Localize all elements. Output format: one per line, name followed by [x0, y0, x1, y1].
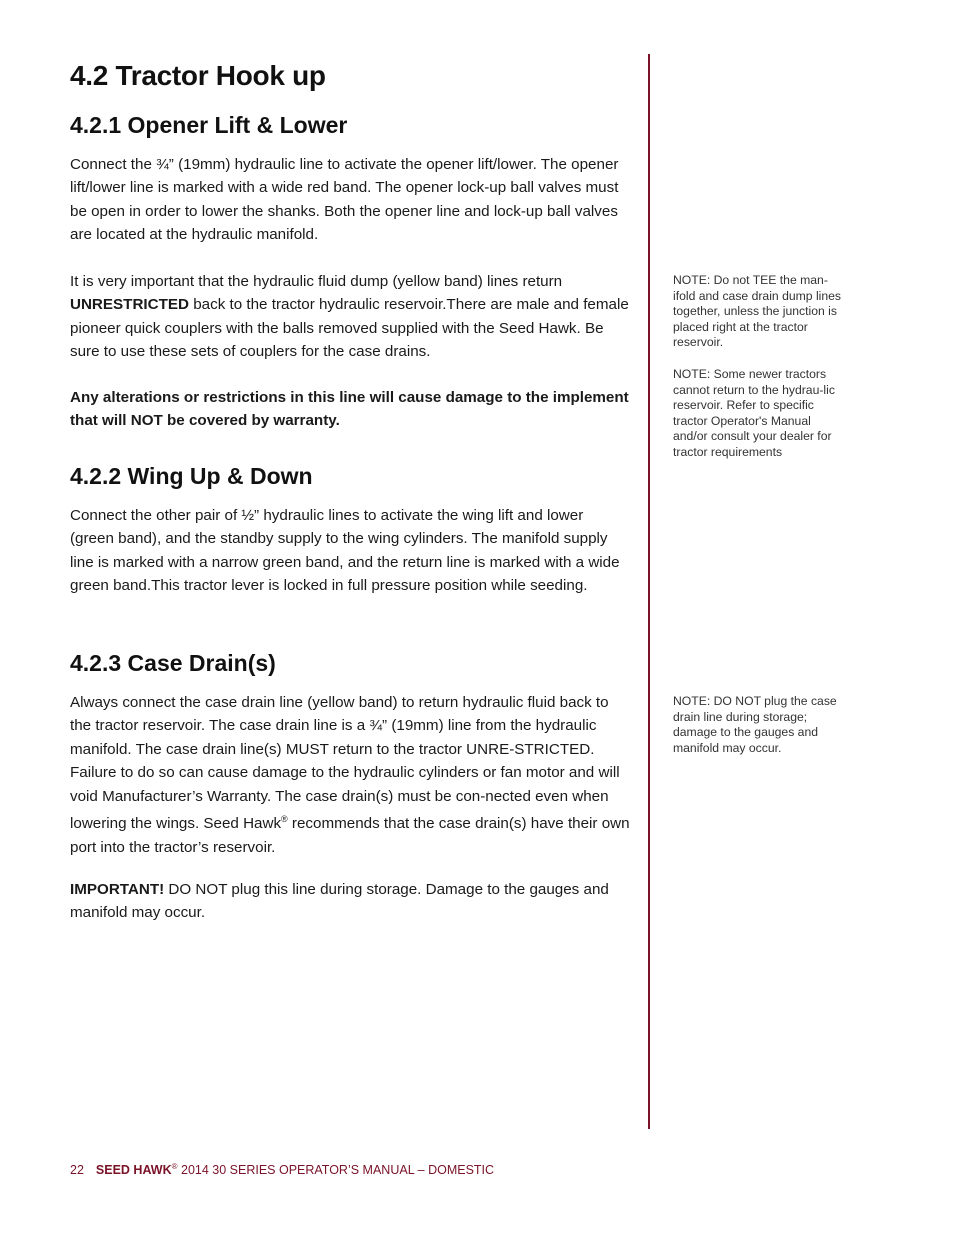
page-footer: 22 SEED HAWK® 2014 30 SERIES OPERATOR’S MANUAL – DOMESTIC [70, 1162, 495, 1178]
subsection-title-wing: 4.2.2 Wing Up & Down [70, 463, 313, 489]
subsection-title-opener: 4.2.1 Opener Lift & Lower [70, 112, 348, 138]
page-number: 22 [70, 1163, 84, 1178]
section-title: 4.2 Tractor Hook up [70, 60, 326, 91]
opener-paragraph-2: It is very important that the hydraulic fluid dump (yellow band) lines return UNRESTRICTED back to the tractor hydraulic reservoir.There are male and female pioneer quick couplers with the balls removed supplied with the Seed Hawk. Be sure to use these sets of couplers for the case drains. [70, 273, 629, 361]
side-note-tee: NOTE: Do not TEE the man-ifold and case drain dump lines together, unless the junction is placed right at the tractor reservoir. [673, 273, 842, 350]
footer-manual-title: 2014 30 SERIES OPERATOR’S MANUAL – DOMESTIC [177, 1163, 495, 1178]
side-note-newer-tractors: NOTE: Some newer tractors cannot return to the hydrau-lic reservoir. Refer to specific tractor Operator's Manual and/or consult your dealer for tractor requirements [673, 367, 835, 459]
opener-paragraph-1: Connect the ¾” (19mm) hydraulic line to activate the opener lift/lower. The opener lift/lower line is marked with a wide red band. The opener lock-up ball valves must be open in order to lower the shanks. Both the opener line and lock-up ball valves are located at the hydraulic manifold. [70, 156, 619, 244]
case-drain-paragraph: Always connect the case drain line (yellow band) to return hydraulic fluid back to the tractor reservoir. The case drain line is a ¾” (19mm) line from the hydraulic manifold. The case drain line(s) MUST return to the tractor UNRE-STRICTED. Failure to do so can cause damage to the hydraulic cylinders or fan motor and will void Manufacturer’s Warranty. The case drain(s) must be con-nected even when lowering the wings. Seed Hawk® recommends that the case drain(s) have their own port into the tractor’s reservoir. [70, 694, 630, 856]
subsection-title-case-drain: 4.2.3 Case Drain(s) [70, 650, 276, 676]
important-note: IMPORTANT! DO NOT plug this line during storage. Damage to the gauges and manifold may occur. [70, 881, 609, 922]
important-label: IMPORTANT! [70, 881, 165, 898]
wing-paragraph: Connect the other pair of ½” hydraulic lines to activate the wing lift and lower (green band), and the standby supply to the wing cylinders. The manifold supply line is marked with a narrow green band, and the return line is marked with a wide green band.This tractor lever is locked in full pressure position while seeding. [70, 507, 620, 595]
unrestricted-emphasis: UNRESTRICTED [70, 296, 189, 314]
footer-brand: SEED HAWK [95, 1163, 172, 1178]
column-divider [648, 54, 650, 1129]
side-note-storage: NOTE: DO NOT plug the case drain line during storage; damage to the gauges and manifold may occur. [673, 694, 837, 755]
warranty-warning: Any alterations or restrictions in this line will cause damage to the implement that will NOT be covered by warranty. [70, 389, 629, 430]
